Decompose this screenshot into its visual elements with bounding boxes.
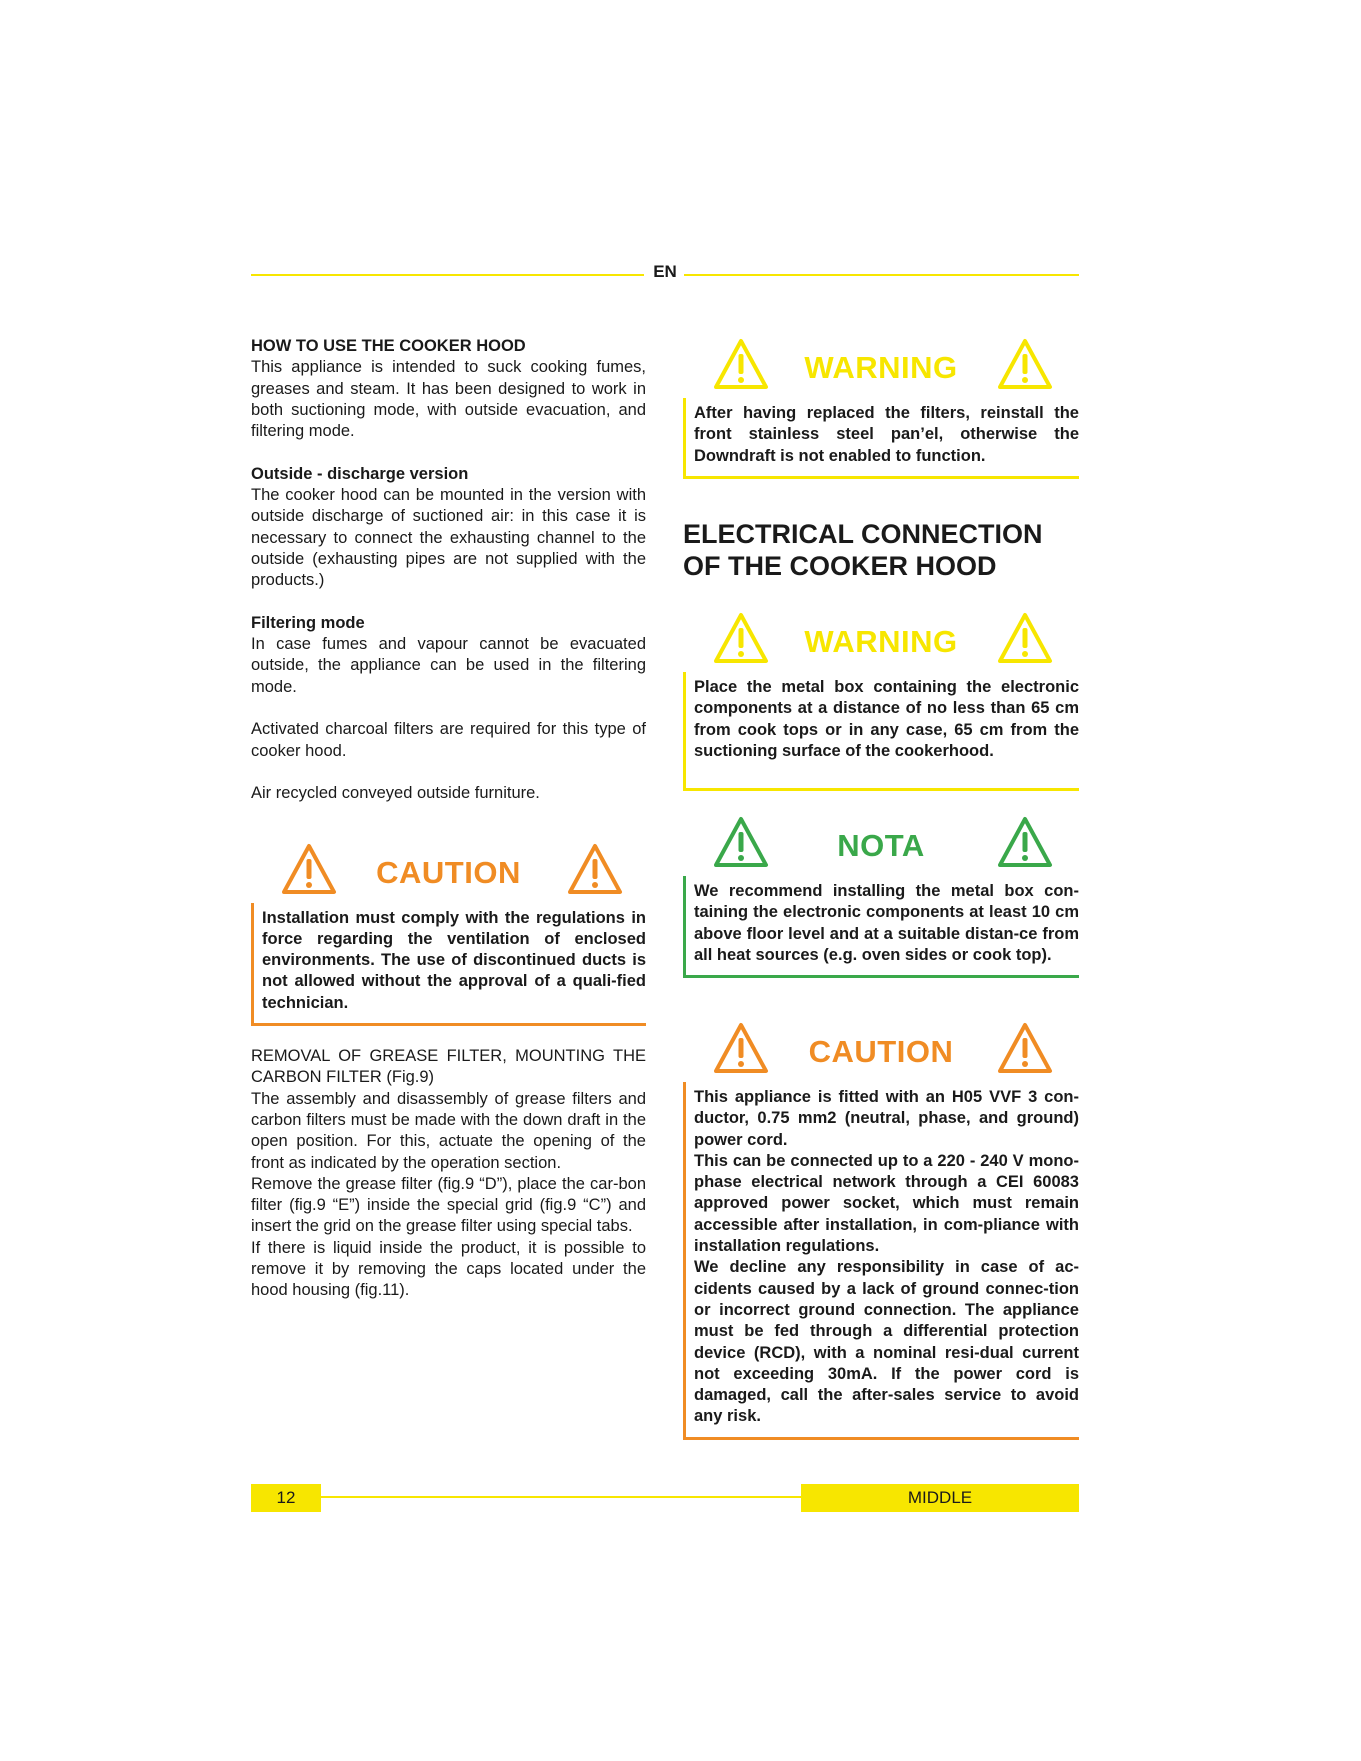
- warning-text: After having replaced the filters, reinstall the front stainless steel pan’el, otherwise the Downdraft is not enabled to function.: [694, 404, 1079, 465]
- caution-paragraph-ground: We decline any responsibility in case of ac-cidents caused by a lack of ground connec-tion or incorrect ground connection. The appliance must be fed through a differential protection device (RCD), with a nominal resi-dual current not exceeding 30mA. If the power cord is damaged, call the after-sales service to avoid any risk.: [694, 1258, 1079, 1426]
- caution-notice-power-cord: [683, 1022, 1079, 1440]
- header-rule-left: [251, 274, 644, 276]
- paragraph-remove-grease-filter: Remove the grease filter (fig.9 “D”), place the car-bon filter (fig.9 “E”) inside the special grid (fig.9 “C”) and insert the grid on the grease filter using special tabs.: [251, 1174, 646, 1236]
- section-title-line1: ELECTRICAL CONNECTION: [683, 519, 1043, 549]
- caution-title: CAUTION: [808, 1034, 954, 1069]
- page-number: 12: [251, 1484, 321, 1512]
- warning-triangle-icon: [997, 816, 1053, 868]
- warning-title: WARNING: [804, 350, 958, 385]
- left-column: [251, 336, 646, 1302]
- model-label: MIDDLE: [801, 1484, 1079, 1512]
- section-title-line2: OF THE COOKER HOOD: [683, 551, 997, 581]
- paragraph-assembly: The assembly and disassembly of grease filters and carbon filters must be made with the down draft in the open position. For this, actuate the opening of the front as indicated by the operation section.: [251, 1089, 646, 1172]
- warning-triangle-icon: [997, 338, 1053, 390]
- warning-triangle-icon: [567, 843, 623, 895]
- caution-paragraph-cord: This appliance is fitted with an H05 VVF 3 con-ductor, 0.75 mm2 (neutral, phase, and ground) power cord.: [694, 1088, 1079, 1149]
- caution-title: CAUTION: [376, 854, 521, 890]
- electrical-connection-heading: [683, 518, 1079, 582]
- caution-text: Installation must comply with the regulations in force regarding the ventilation of enclosed environments. The use of discontinued ducts is not allowed without the approval of a quali-fied technician.: [262, 908, 646, 1012]
- nota-notice: [683, 816, 1079, 978]
- paragraph-liquid: If there is liquid inside the product, it is possible to remove it by removing the caps located under the hood housing (fig.11).: [251, 1238, 646, 1300]
- header-rule-right: [684, 274, 1079, 276]
- language-label: EN: [653, 262, 677, 281]
- paragraph-air-recycled: Air recycled conveyed outside furniture.: [251, 784, 540, 803]
- paragraph-outside-discharge: The cooker hood can be mounted in the version with outside discharge of suctioned air: in this case it is necessary to connect the exhausting channel to the outside (exhausting pipes are not supplied with the products.): [251, 486, 646, 590]
- paragraph-charcoal-filters: Activated charcoal filters are required for this type of cooker hood.: [251, 720, 646, 760]
- warning-notice-metal-box: [683, 612, 1079, 791]
- caution-paragraph-socket: This can be connected up to a 220 - 240 V mono-phase electrical network through a CEI 60083 approved power socket, which must remain accessible after installation, in com-pliance with installation regulations.: [694, 1151, 1079, 1256]
- footer-rule: [321, 1496, 801, 1498]
- warning-text: Place the metal box containing the electronic components at a distance of no less than 65 cm from cook tops or in any case, 65 cm from the suctioning surface of the cookerhood.: [694, 678, 1079, 760]
- warning-triangle-icon: [997, 1022, 1053, 1074]
- heading-filtering-mode: Filtering mode: [251, 613, 365, 632]
- nota-text: We recommend installing the metal box con-taining the electronic components at least 10 cm above floor level and at a suitable distan-ce from all heat sources (e.g. oven sides or cook top).: [694, 882, 1079, 964]
- heading-removal-grease-filter: REMOVAL OF GREASE FILTER, MOUNTING THE CARBON FILTER (Fig.9): [251, 1047, 646, 1087]
- warning-triangle-icon: [997, 612, 1053, 664]
- warning-title: WARNING: [804, 624, 958, 659]
- nota-title: NOTA: [837, 828, 925, 863]
- caution-notice-ventilation: [251, 843, 646, 1026]
- paragraph-filtering-mode: In case fumes and vapour cannot be evacuated outside, the appliance can be used in the filtering mode.: [251, 635, 646, 696]
- paragraph-intro: This appliance is intended to suck cooking fumes, greases and steam. It has been designed to work in both suctioning mode, with outside evacuation, and filtering mode.: [251, 358, 646, 441]
- warning-notice-filters: [683, 338, 1079, 479]
- heading-outside-discharge: Outside - discharge version: [251, 464, 469, 483]
- section-heading-how-to-use: HOW TO USE THE COOKER HOOD: [251, 337, 526, 355]
